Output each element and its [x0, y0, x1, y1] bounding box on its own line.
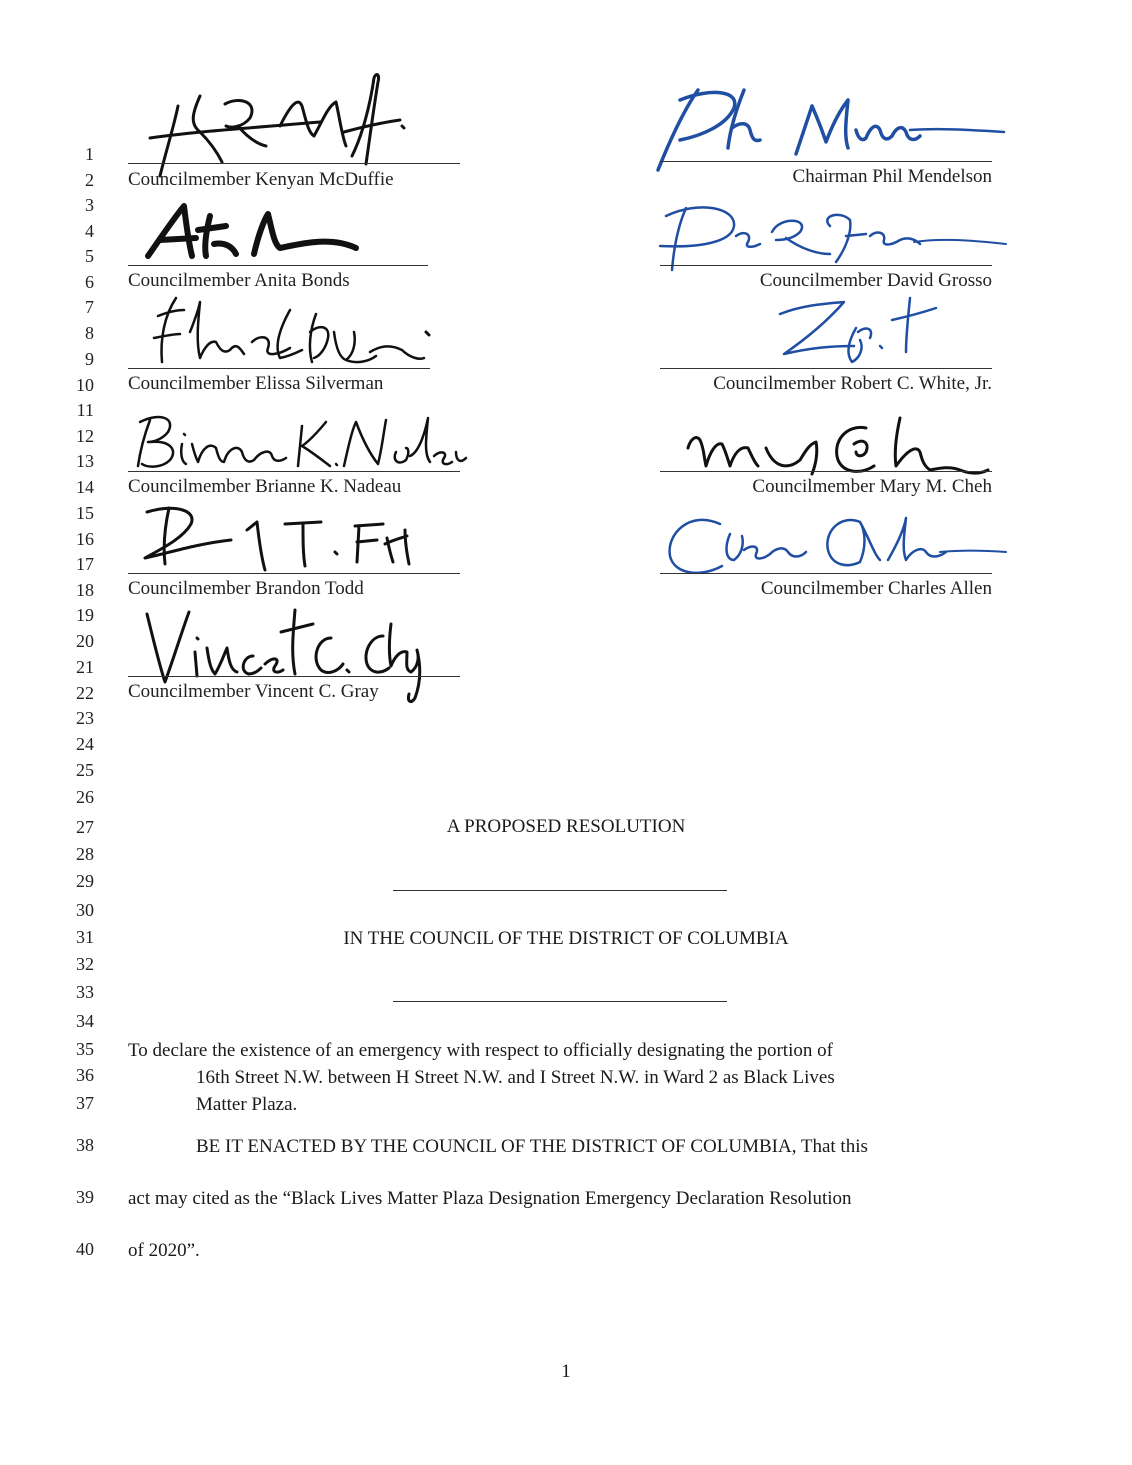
line-number: 6 — [85, 272, 94, 292]
line-number: 31 — [76, 927, 94, 947]
signature-line — [128, 471, 460, 472]
line-number: 20 — [76, 631, 94, 651]
line-number: 8 — [85, 323, 94, 343]
line-number: 14 — [76, 477, 94, 497]
line-number: 7 — [85, 297, 94, 317]
line-number: 35 — [76, 1039, 94, 1059]
signature-line — [660, 265, 992, 266]
line-number: 18 — [76, 580, 94, 600]
signature-image — [130, 408, 470, 472]
line-number: 9 — [85, 349, 94, 369]
signature-line — [660, 368, 992, 369]
enacting-clause-line: BE IT ENACTED BY THE COUNCIL OF THE DISTRICT OF COLUMBIA, That this — [196, 1136, 868, 1157]
line-number: 36 — [76, 1065, 94, 1085]
line-number: 24 — [76, 734, 94, 754]
line-number: 3 — [85, 195, 94, 215]
line-number: 27 — [76, 817, 94, 837]
signature-image — [660, 504, 1010, 584]
line-number: 2 — [85, 170, 94, 190]
signatory-name: Councilmember David Grosso — [759, 270, 992, 291]
line-number: 21 — [76, 657, 94, 677]
signature-line — [660, 161, 992, 162]
signature-line — [128, 163, 460, 164]
signature-image — [640, 196, 1010, 276]
resolution-heading: A PROPOSED RESOLUTION — [446, 816, 686, 837]
number-blank-rule — [393, 1001, 727, 1002]
signature-image — [135, 500, 425, 576]
line-number: 34 — [76, 1011, 94, 1031]
line-number: 25 — [76, 760, 94, 780]
signature-line — [660, 471, 992, 472]
line-number: 39 — [76, 1187, 94, 1207]
page-number: 1 — [561, 1361, 571, 1382]
signature-image — [140, 292, 440, 376]
signature-image — [670, 408, 1000, 484]
long-title-line: To declare the existence of an emergency with respect to officially designating the portion of — [128, 1040, 833, 1061]
line-number: 40 — [76, 1239, 94, 1259]
line-number: 33 — [76, 982, 94, 1002]
line-number: 12 — [76, 426, 94, 446]
enacting-clause-line: of 2020”. — [128, 1240, 200, 1261]
line-number: 16 — [76, 529, 94, 549]
signature-image — [130, 66, 420, 186]
enacting-clause-line: act may cited as the “Black Lives Matter Plaza Designation Emergency Declaration Resolution — [128, 1188, 852, 1209]
signature-line — [128, 573, 460, 574]
signatory-name: Councilmember Vincent C. Gray — [128, 681, 379, 702]
signatory-name: Councilmember Kenyan McDuffie — [128, 169, 394, 190]
line-number: 19 — [76, 605, 94, 625]
signatory-name: Chairman Phil Mendelson — [792, 166, 992, 187]
line-number: 32 — [76, 954, 94, 974]
long-title-line: 16th Street N.W. between H Street N.W. and I Street N.W. in Ward 2 as Black Lives — [196, 1067, 835, 1088]
signature-line — [128, 676, 460, 677]
line-number: 29 — [76, 871, 94, 891]
council-heading: IN THE COUNCIL OF THE DISTRICT OF COLUMBIA — [343, 928, 789, 949]
line-number: 28 — [76, 844, 94, 864]
line-number: 17 — [76, 554, 94, 574]
signatory-name: Councilmember Charles Allen — [760, 578, 992, 599]
line-number: 37 — [76, 1093, 94, 1113]
line-number: 10 — [76, 375, 94, 395]
line-number: 23 — [76, 708, 94, 728]
line-number: 4 — [85, 221, 94, 241]
signatory-name: Councilmember Brianne K. Nadeau — [128, 476, 402, 497]
signatory-name: Councilmember Robert C. White, Jr. — [713, 373, 992, 394]
line-number: 13 — [76, 451, 94, 471]
signatory-name: Councilmember Anita Bonds — [128, 270, 350, 291]
signature-image — [140, 196, 370, 270]
signature-image — [720, 292, 960, 372]
signature-image — [640, 70, 1010, 180]
line-number: 26 — [76, 787, 94, 807]
signatory-name: Councilmember Mary M. Cheh — [752, 476, 992, 497]
long-title-line: Matter Plaza. — [196, 1094, 298, 1115]
line-number: 22 — [76, 683, 94, 703]
signatory-name: Councilmember Elissa Silverman — [128, 373, 384, 394]
signature-line — [128, 265, 428, 266]
line-number: 38 — [76, 1135, 94, 1155]
line-number: 11 — [76, 400, 94, 420]
line-number: 30 — [76, 900, 94, 920]
signatory-name: Councilmember Brandon Todd — [128, 578, 364, 599]
line-number: 5 — [85, 246, 94, 266]
line-number: 1 — [85, 144, 94, 164]
signature-line — [128, 368, 430, 369]
title-blank-rule — [393, 890, 727, 891]
signature-line — [660, 573, 992, 574]
line-number: 15 — [76, 503, 94, 523]
